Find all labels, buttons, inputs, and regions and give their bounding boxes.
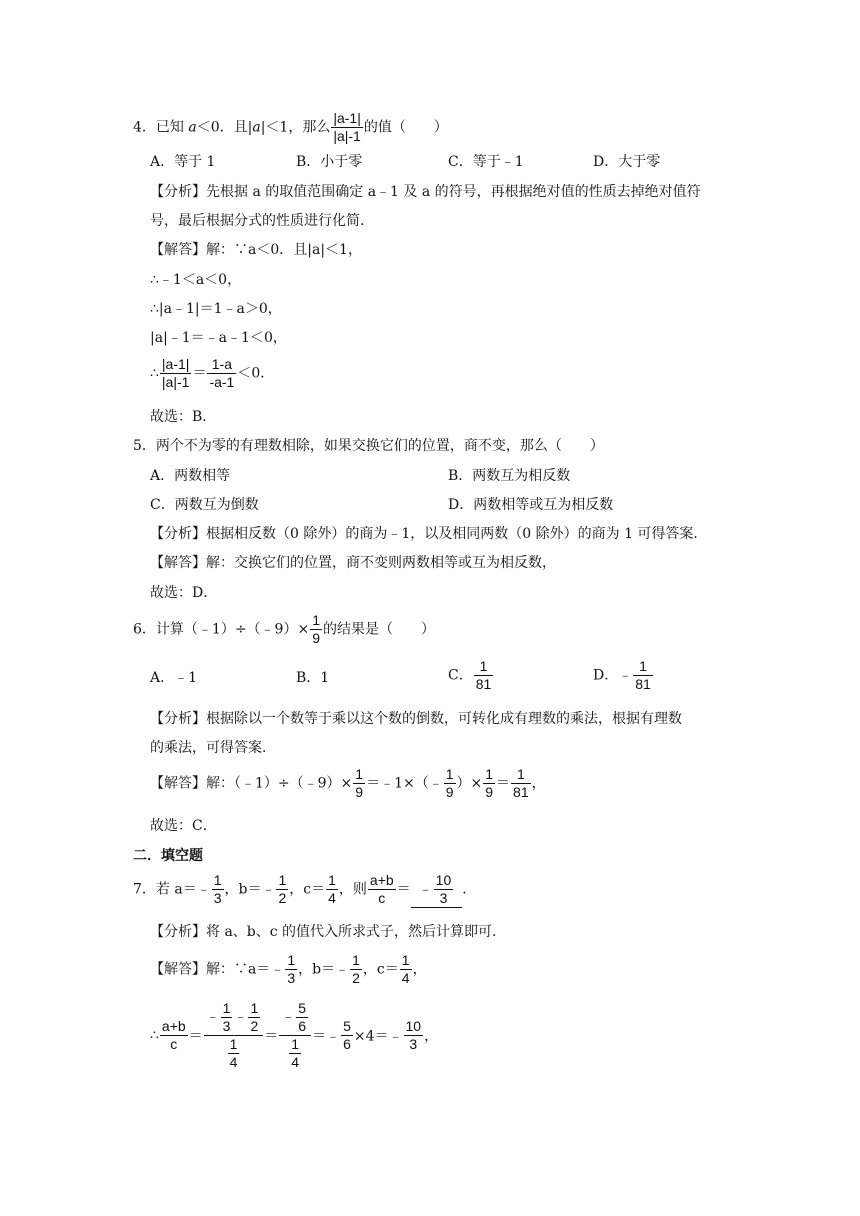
q6-analysis-2: 的乘法，可得答案．	[150, 740, 276, 756]
q4-option-b: B．小于零	[296, 154, 363, 170]
q7-compound-fraction-2: ﹣ $\frac{5}{6}$ $\frac{1}{4}$	[279, 1000, 311, 1071]
q4-analysis-1: 【分析】先根据 a 的取值范围确定 a﹣1 及 a 的符号，再根据绝对值的性质去掉绝对值符	[150, 184, 701, 200]
q6-solution: 【解答】解：（﹣1）÷（﹣9）× $\frac{1}{9}$ ＝﹣1×（﹣ $\frac{1}{9}$ ）× $\frac{1}{9}$ ＝ $\frac{1}{81}$ ，	[150, 766, 546, 800]
q4-sol5-fraction-1: $\frac{|a-1|}{|a|-1}$	[161, 356, 190, 390]
q4-stem	[133, 110, 448, 145]
q4-option-d: D．大于零	[593, 154, 661, 170]
q6-choose: 故选：C．	[150, 818, 217, 834]
q4-solution-2: ∴﹣1＜a＜0，	[150, 272, 242, 288]
q6-option-b: B．1	[296, 670, 330, 686]
q5-option-d: D．两数相等或互为相反数	[448, 497, 614, 513]
q5-option-b: B．两数互为相反数	[448, 468, 571, 484]
q7-compound-fraction-1: ﹣ $\frac{1}{3}$ ﹣ $\frac{1}{2}$ $\frac{1}{4}$	[204, 1000, 264, 1071]
q4-choose: 故选：B．	[150, 409, 217, 425]
q4-solution-1: 【解答】解：∵a＜0．且|a|＜1，	[150, 242, 362, 258]
q4-var-a: a	[188, 119, 197, 136]
q4-option-c: C．等于﹣1	[448, 154, 524, 170]
q7-answer-blank: ﹣ $\frac{10}{3}$	[411, 872, 463, 908]
q6-option-c: C． $\frac{1}{81}$	[448, 658, 492, 692]
q4-stem-prefix: 4．已知	[133, 119, 189, 136]
q4-analysis-2: 号，最后根据分式的性质进行化简．	[150, 213, 374, 229]
q4-fraction: $\frac{|a-1|}{|a|-1}$	[333, 110, 361, 144]
q5-option-c: C．两数互为倒数	[150, 497, 259, 513]
q4-solution-5: ∴ $\frac{|a-1|}{|a|-1}$ ＝ $\frac{1-a}{-a-1}$ ＜0．	[150, 356, 275, 390]
q6-option-d-fraction: $\frac{1}{81}$	[635, 658, 651, 692]
q5-stem: 5．两个不为零的有理数相除，如果交换它们的位置，商不变，那么（ ）	[133, 438, 604, 454]
q7-solution-1: 【解答】解：∵a＝﹣ $\frac{1}{3}$ ，b＝﹣ $\frac{1}{2}$ ，c＝ $\frac{1}{4}$ ，	[150, 952, 427, 986]
q6-option-c-fraction: $\frac{1}{81}$	[475, 658, 492, 692]
q4-var-a-2: a	[252, 119, 261, 136]
q4-stem-mid: ＜0．且|	[196, 119, 253, 136]
q4-sol5-fraction-2: $\frac{1-a}{-a-1}$	[209, 356, 235, 390]
q6-stem: 6．计算（﹣1）÷（﹣9）× $\frac{1}{9}$ 的结果是（ ）	[133, 612, 435, 646]
q5-option-a: A．两数相等	[150, 468, 231, 484]
q7-analysis: 【分析】将 a、b、c 的值代入所求式子，然后计算即可．	[150, 924, 507, 940]
section-heading: 二．填空题	[133, 847, 203, 863]
q4-solution-3: ∴|a﹣1|＝1﹣a＞0，	[150, 301, 282, 317]
q5-choose: 故选：D．	[150, 585, 218, 601]
q6-option-a: A．﹣1	[150, 670, 198, 686]
q5-analysis: 【分析】根据相反数（0 除外）的商为﹣1，以及相同两数（0 除外）的商为 1 可得答案．	[150, 526, 708, 542]
q6-analysis-1: 【分析】根据除以一个数等于乘以这个数的倒数，可转化成有理数的乘法，根据有理数	[150, 711, 682, 727]
q6-option-d: D．﹣ $\frac{1}{81}$	[593, 658, 651, 692]
q6-stem-fraction: $\frac{1}{9}$	[312, 612, 320, 646]
q4-option-a: A．等于 1	[150, 154, 216, 170]
q7-solution-2: ∴ $\frac{a+b}{c}$ ＝ ﹣ $\frac{1}{3}$ ﹣ $\frac{1}{2}$ $\frac{1}{4}$ ＝ ﹣ $\frac{5}{6}$ $\frac{1}{4}$ ＝﹣ $\frac{5}{6}$ ×4＝﹣ $\frac{10}{3}$ ，	[150, 1000, 439, 1070]
q7-stem: 7．若 a＝﹣ $\frac{1}{3}$ ，b＝﹣ $\frac{1}{2}$ ，c＝ $\frac{1}{4}$ ，则 $\frac{a+b}{c}$ ＝ ﹣ $\frac{10}{3}$ ．	[133, 872, 477, 906]
q5-solution: 【解答】解：交换它们的位置，商不变则两数相等或互为相反数，	[150, 555, 556, 571]
q4-solution-4: |a|﹣1＝﹣a﹣1＜0，	[150, 330, 287, 346]
q4-stem-mid2: |＜1，那么	[260, 119, 331, 136]
q4-stem-suffix: 的值（ ）	[363, 119, 448, 136]
